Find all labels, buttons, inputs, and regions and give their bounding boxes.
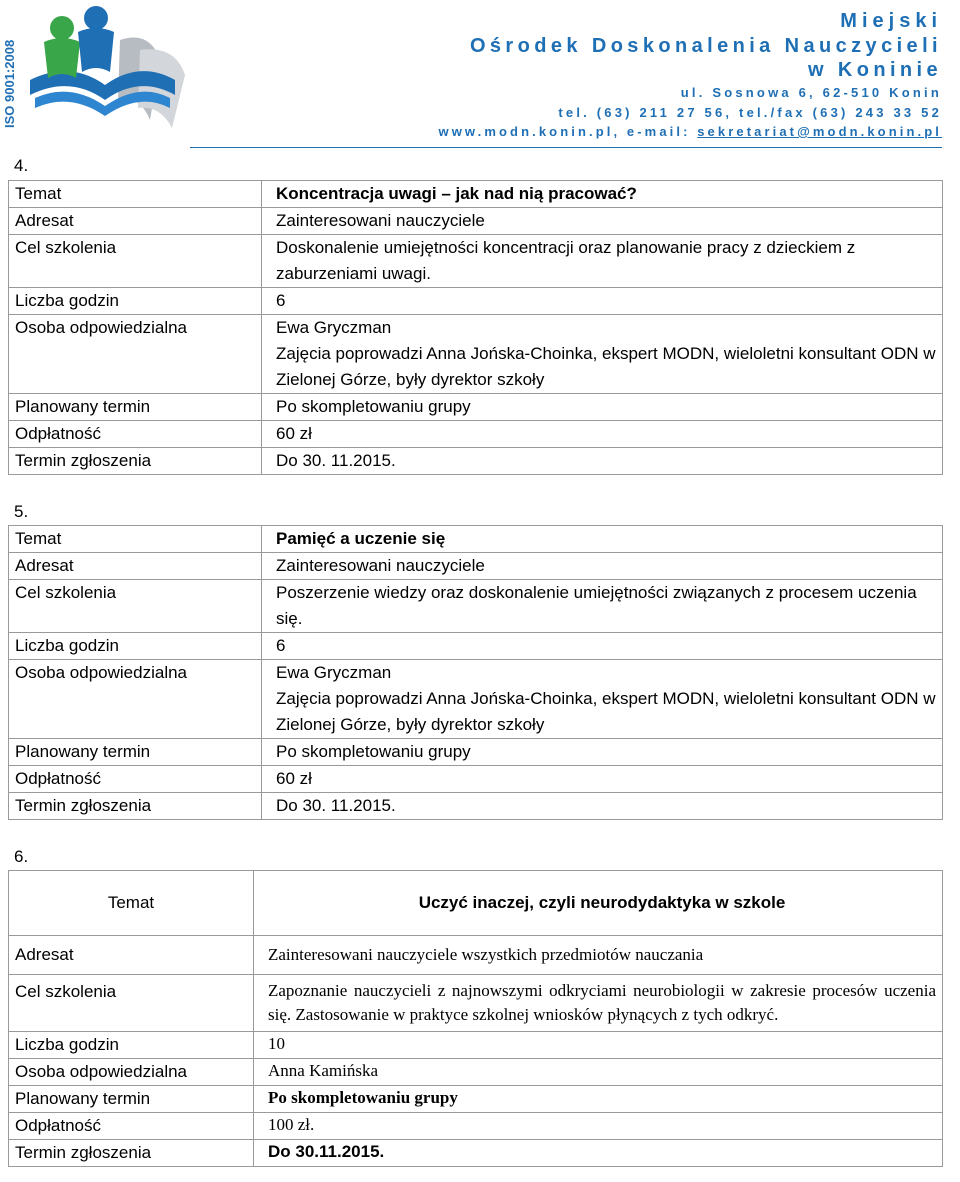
header-line-address: ul. Sosnowa 6, 62-510 Konin [680,85,942,100]
osoba-name: Ewa Gryczman [276,663,392,682]
row-godzin [9,633,943,660]
osoba-note: Zajęcia poprowadzi Anna Jońska-Choinka, ekspert MODN, wieloletni konsultant ODN w Zielonej Górze, były dyrektor szkoły [276,689,936,734]
course-table-6 [8,870,943,1167]
osoba-name: Ewa Gryczman [276,318,392,337]
row-temat [9,871,943,936]
row-adresat [9,553,943,580]
row-cel [9,975,943,1032]
section-number: 5. [14,502,29,521]
row-adresat [9,936,943,975]
header-divider [190,147,942,148]
label-cel: Cel szkolenia [9,235,262,288]
label-cel: Cel szkolenia [9,975,254,1032]
row-adresat [9,208,943,235]
value-zgloszenie: Do 30. 11.2015. [262,448,943,475]
value-adresat: Zainteresowani nauczyciele [262,208,943,235]
value-osoba: Anna Kamińska [254,1059,943,1086]
row-osoba [9,660,943,739]
value-cel: Doskonalenie umiejętności koncentracji oraz planowanie pracy z dzieckiem z zaburzeniami uwagi. [262,235,943,288]
modn-logo-icon [0,0,200,135]
row-osoba [9,1059,943,1086]
value-zgloszenie: Do 30. 11.2015. [262,793,943,820]
value-temat: Uczyć inaczej, czyli neurodydaktyka w szkole [254,871,943,936]
label-godzin: Liczba godzin [9,288,262,315]
row-godzin [9,1032,943,1059]
row-temat [9,526,943,553]
row-temat [9,181,943,208]
label-osoba: Osoba odpowiedzialna [9,1059,254,1086]
label-termin: Planowany termin [9,1086,254,1113]
label-osoba: Osoba odpowiedzialna [9,660,262,739]
course-table-4 [8,180,943,475]
section-number: 6. [14,847,29,866]
value-termin: Po skompletowaniu grupy [254,1086,943,1113]
row-termin [9,394,943,421]
svg-text:ISO 9001:2008: ISO 9001:2008 [2,39,17,128]
label-oplata: Odpłatność [9,421,262,448]
row-zgloszenie [9,1140,943,1167]
label-temat: Temat [9,871,254,936]
label-osoba: Osoba odpowiedzialna [9,315,262,394]
label-oplata: Odpłatność [9,1113,254,1140]
letterhead [0,0,960,150]
row-termin [9,739,943,766]
value-cel: Zapoznanie nauczycieli z najnowszymi odkryciami neurobiologii w zakresie procesów uczenia się. Zastosowanie w praktyce szkolnej wniosków płynących z tych odkryć. [254,975,943,1032]
value-godzin: 10 [254,1032,943,1059]
row-zgloszenie [9,793,943,820]
value-adresat: Zainteresowani nauczyciele [262,553,943,580]
value-adresat: Zainteresowani nauczyciele wszystkich przedmiotów nauczania [254,936,943,975]
label-termin: Planowany termin [9,394,262,421]
header-line-name: Ośrodek Doskonalenia Nauczycieli [469,35,942,57]
row-oplata [9,421,943,448]
value-godzin: 6 [262,288,943,315]
label-godzin: Liczba godzin [9,1032,254,1059]
email-link[interactable]: sekretariat@modn.konin.pl [697,124,942,139]
value-termin: Po skompletowaniu grupy [262,739,943,766]
row-osoba [9,315,943,394]
label-zgloszenie: Termin zgłoszenia [9,448,262,475]
value-osoba [262,660,943,739]
label-cel: Cel szkolenia [9,580,262,633]
label-adresat: Adresat [9,936,254,975]
institution-info [438,8,942,142]
header-line-city: w Koninie [807,59,942,81]
label-adresat: Adresat [9,553,262,580]
website-text[interactable]: www.modn.konin.pl, e-mail: [438,124,698,139]
value-cel: Poszerzenie wiedzy oraz doskonalenie umiejętności związanych z procesem uczenia się. [262,580,943,633]
value-oplata: 100 zł. [254,1113,943,1140]
row-godzin [9,288,943,315]
label-termin: Planowany termin [9,739,262,766]
value-oplata: 60 zł [262,421,943,448]
section-number: 4. [14,156,29,175]
label-adresat: Adresat [9,208,262,235]
row-zgloszenie [9,448,943,475]
value-oplata: 60 zł [262,766,943,793]
row-cel [9,580,943,633]
value-temat: Pamięć a uczenie się [262,526,943,553]
osoba-note: Zajęcia poprowadzi Anna Jońska-Choinka, ekspert MODN, wieloletni konsultant ODN w Zielonej Górze, były dyrektor szkoły [276,344,936,389]
row-termin [9,1086,943,1113]
header-line-miejski: Miejski [840,10,942,32]
label-oplata: Odpłatność [9,766,262,793]
value-termin: Po skompletowaniu grupy [262,394,943,421]
value-zgloszenie: Do 30.11.2015. [254,1140,943,1167]
label-zgloszenie: Termin zgłoszenia [9,793,262,820]
label-godzin: Liczba godzin [9,633,262,660]
label-zgloszenie: Termin zgłoszenia [9,1140,254,1167]
row-cel [9,235,943,288]
header-line-web [438,122,942,142]
label-temat: Temat [9,181,262,208]
label-temat: Temat [9,526,262,553]
value-godzin: 6 [262,633,943,660]
row-oplata [9,1113,943,1140]
header-line-phone: tel. (63) 211 27 56, tel./fax (63) 243 33 52 [558,105,942,120]
value-temat: Koncentracja uwagi – jak nad nią pracować? [262,181,943,208]
course-table-5 [8,525,943,820]
row-oplata [9,766,943,793]
value-osoba [262,315,943,394]
